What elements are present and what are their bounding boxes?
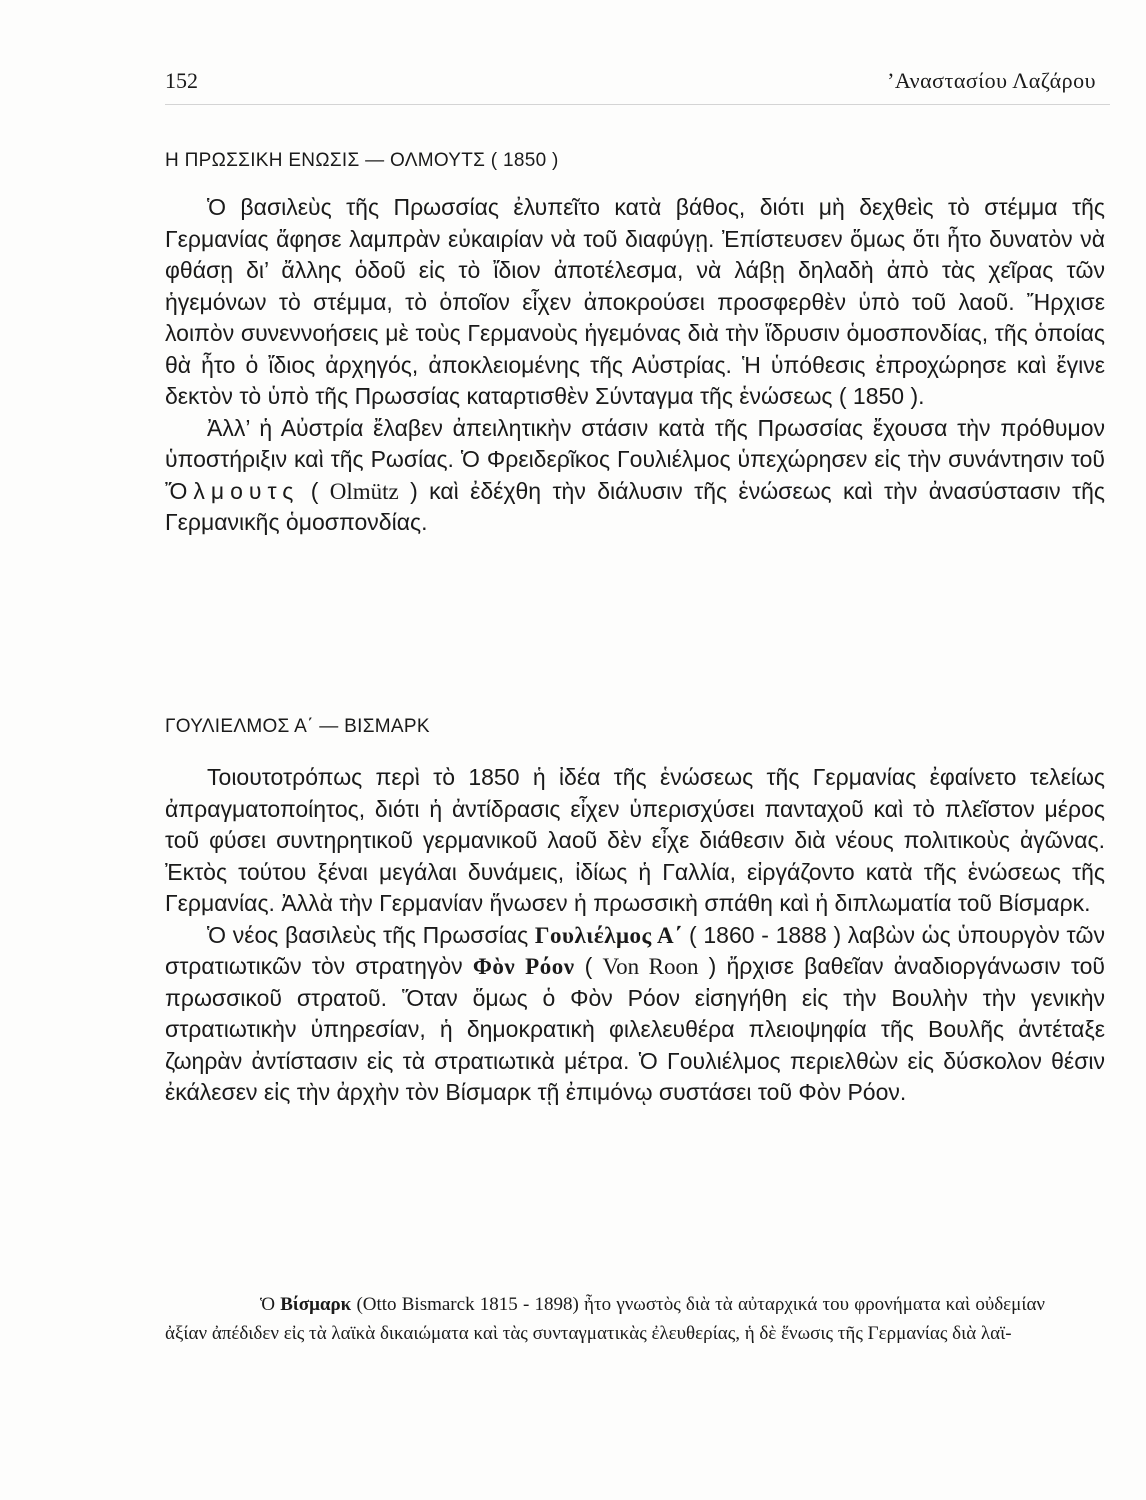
section-prussian-union-body — [165, 192, 1105, 539]
paragraph-text: ( — [299, 477, 330, 504]
von-roon-latin: Von Roon — [602, 954, 699, 979]
paragraph-text: ) καὶ ἐδέχθη τὴν διάλυσιν τῆς ἑνώσεως καὶ τὴν ἀνασύστασιν τῆς Γερμανικῆς ὁμοσπονδίας. — [165, 477, 1105, 535]
section-heading-prussian-union: Η ΠΡΩΣΣΙΚΗ ΕΝΩΣΙΣ — ΟΛΜΟΥΤΣ ( 1850 ) — [165, 150, 559, 171]
name-von-roon: Φὸν Ρόον — [472, 954, 575, 979]
paragraph-text: ( — [574, 953, 603, 979]
paragraph-unification-idea: Τοιουτοτρόπως περὶ τὸ 1850 ἡ ἰδέα τῆς ἑνώσεως τῆς Γερμανίας ἐφαίνετο τελείως ἀπραγματοποίητος, διότι ἡ ἀντίδρασις εἶχεν ὑπερισχύσει πανταχοῦ καὶ τὸ πλεῖστον μέρος τοῦ φύσει συντηρητικοῦ γερμανικοῦ λαοῦ δὲν εἶχε διάθεσιν διὰ νέους πολιτικοὺς ἀγῶνας. Ἐκτὸς τούτου ξέναι μεγάλαι δυνάμεις, ἰδίως ἡ Γαλλία, εἰργάζοντο κατὰ τῆς ἑνώσεως τῆς Γερμανίας. Ἀλλὰ τὴν Γερμανίαν ἥνωσεν ἡ πρωσσικὴ σπάθη καὶ ἡ διπλωματία τοῦ Βίσμαρκ. — [165, 764, 1105, 916]
page-number: 152 — [165, 68, 198, 93]
footnote-name-bismarck: Βίσμαρκ — [280, 1294, 352, 1315]
section-heading-wilhelm-bismarck: ΓΟΥΛΙΕΛΜΟΣ Α΄ — ΒΙΣΜΑΡΚ — [165, 716, 430, 737]
footnote-text: ἦτο γνωστὸς διὰ τὰ αὐταρχικά του φρονήματα καὶ οὐδεμίαν ἀξίαν ἀπέδιδεν εἰς τὰ λαϊκὰ δικαιώματα καὶ τὰς συνταγματικὰς ἐλευθερίας, ἡ δὲ ἕνωσις τῆς Γερμανίας διὰ λαϊ- — [165, 1294, 1045, 1344]
name-wilhelm: Γουλιέλμος Α΄ — [534, 922, 683, 948]
paragraph-text: Ὁ νέος βασιλεὺς τῆς Πρωσσίας — [207, 921, 535, 948]
paragraph-text: ) ἤρχισε βαθεῖαν ἀναδιοργάνωσιν τοῦ πρωσσικοῦ στρατοῦ. Ὅταν ὅμως ὁ Φὸν Ρόον εἰσηγήθη εἰς τὴν Βουλὴν τὴν γενικὴν στρατιωτικὴν ὑπηρεσίαν, ἡ δημοκρατικὴ φιλελευθέρα πλειοψηφία τῆς Βουλῆς ἀντέταξε ζωηρὰν ἀντίστασιν εἰς τὰ στρατιωτικὰ μέτρα. Ὁ Γουλιέλμος περιελθὼν εἰς δύσκολον θέσιν ἐκάλεσεν εἰς τὴν ἀρχὴν τὸν Βίσμαρκ τῇ ἐπιμόνῳ συστάσει τοῦ Φὸν Ρόον. — [165, 953, 1105, 1105]
footnote-text: Ὁ — [260, 1294, 281, 1315]
paragraph-new-king — [165, 920, 1105, 1109]
page-header — [165, 64, 1110, 105]
footnote-latin: (Otto Bismarck 1815 - 1898) — [351, 1294, 585, 1315]
footnote-bismarck — [165, 1290, 1045, 1348]
paragraph-text: Ἀλλ’ ἡ Αὐστρία ἔλαβεν ἀπειλητικὴν στάσιν κατὰ τῆς Πρωσσίας ἔχουσα τὴν πρόθυμον ὑποστήριξιν καὶ τῆς Ρωσίας. Ὁ Φρειδερῖκος Γουλιέλμος ὑπεχώρησεν εἰς τὴν συνάντησιν τοῦ — [165, 414, 1105, 472]
paragraph-king-of-prussia: Ὁ βασιλεὺς τῆς Πρωσσίας ἐλυπεῖτο κατὰ βάθος, διότι μὴ δεχθεὶς τὸ στέμμα τῆς Γερμανίας ἄφησε λαμπρὰν εὐκαιρίαν νὰ τοῦ διαφύγῃ. Ἐπίστευσεν ὅμως ὅτι ἦτο δυνατὸν νὰ φθάσῃ δι’ ἄλλης ὁδοῦ εἰς τὸ ἴδιον ἀποτέλεσμα, νὰ λάβῃ δηλαδὴ ἀπὸ τὰς χεῖρας τῶν ἡγεμόνων τὸ στέμμα, τὸ ὁποῖον εἶχεν ἀποκρούσει προσφερθὲν ὑπὸ τοῦ λαοῦ. Ἤρχισε λοιπὸν συνεννοήσεις μὲ τοὺς Γερμανοὺς ἡγεμόνας διὰ τὴν ἵδρυσιν ὁμοσπονδίας, τῆς ὁποίας θὰ ἦτο ὁ ἴδιος ἀρχηγός, ἀποκλειομένης τῆς Αὐστρίας. Ἡ ὑπόθεσις ἐπροχώρησε καὶ ἔγινε δεκτὸν τὸ ὑπὸ τῆς Πρωσσίας καταρτισθὲν Σύνταγμα τῆς ἑνώσεως ( 1850 ). — [165, 194, 1105, 409]
olmutz-latin: Olmütz — [329, 478, 399, 504]
running-head-author: ’Αναστασίου Λαζάρου — [887, 68, 1096, 93]
paragraph-austria-olmutz — [165, 413, 1105, 539]
section-wilhelm-bismarck-body — [165, 762, 1105, 1109]
paragraph-text: ( 1860 - 1888 ) λαβὼν ὡς ὑπουργὸν τῶν στρατιωτικῶν τὸν στρατηγὸν — [165, 921, 1105, 979]
footnote-paragraph — [165, 1290, 1045, 1348]
olmutz-spaced: Ὄλμουτς — [165, 477, 300, 504]
